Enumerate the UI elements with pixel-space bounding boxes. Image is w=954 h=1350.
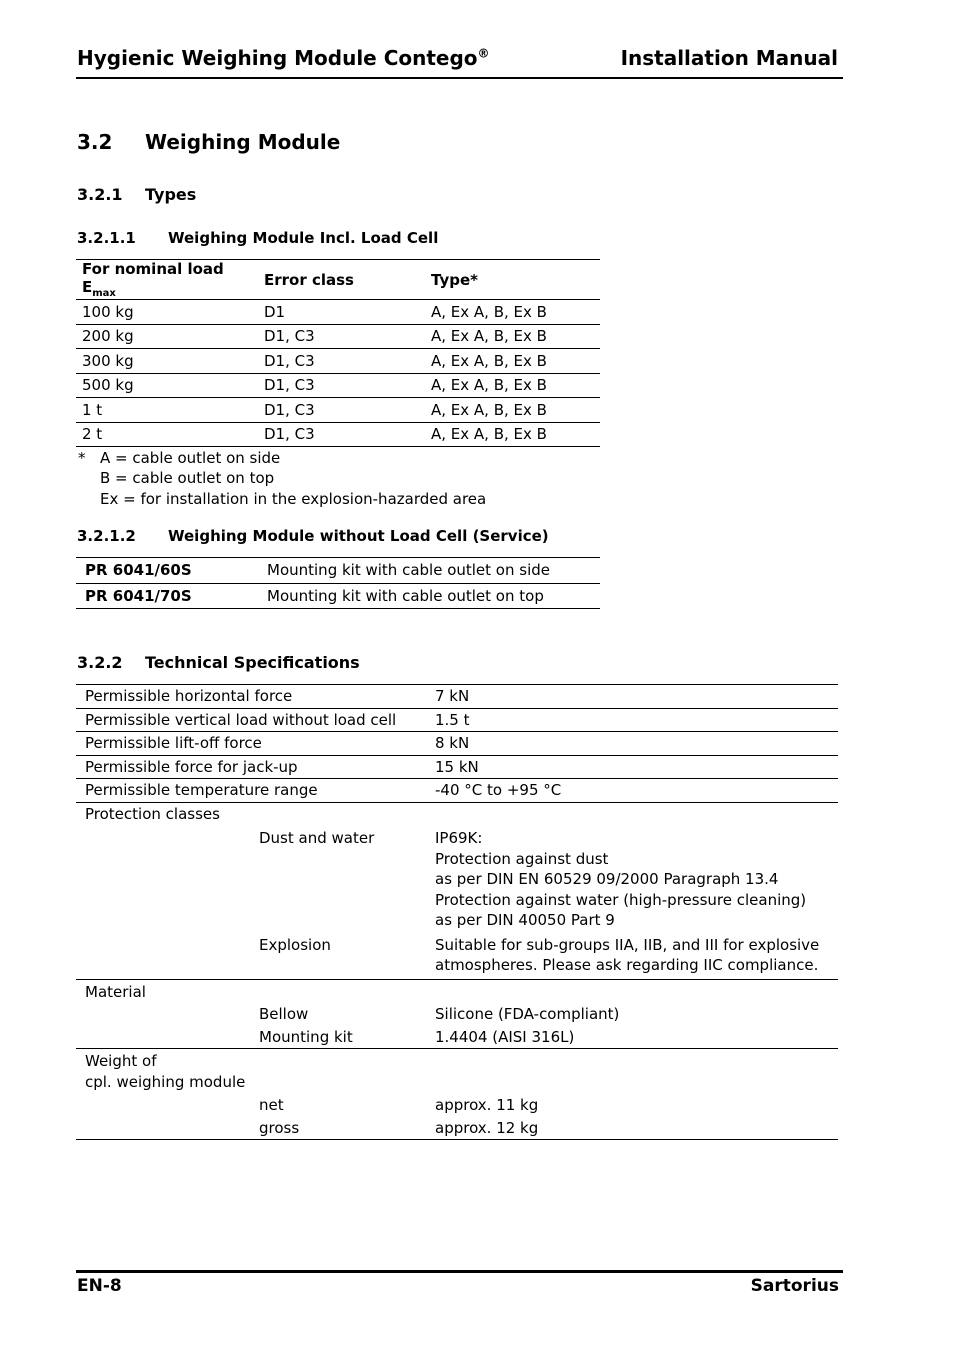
subsubsection-title: Weighing Module without Load Cell (Service) <box>168 527 549 545</box>
type-cell: A, Ex A, B, Ex B <box>425 324 600 349</box>
table-row <box>76 1003 838 1026</box>
subsection-title: Types <box>145 185 197 204</box>
type-cell: A, Ex A, B, Ex B <box>425 349 600 374</box>
table-row <box>76 708 838 732</box>
spec-sublabel: Bellow <box>259 1005 309 1023</box>
spec-value: 8 kN <box>429 732 838 756</box>
spec-sublabel: gross <box>253 1117 429 1140</box>
table-row <box>76 1026 838 1049</box>
table-row <box>76 802 838 825</box>
footer-rule <box>76 1270 843 1273</box>
article-description: Mounting kit with cable outlet on side <box>261 558 600 584</box>
spec-sublabel: Mounting kit <box>259 1027 353 1046</box>
types-table <box>76 259 600 447</box>
document-type: Installation Manual <box>620 46 838 70</box>
table-row <box>76 932 838 980</box>
table-row <box>76 583 600 609</box>
header-rule <box>76 77 843 79</box>
spec-label: Permissible force for jack-up <box>76 755 429 779</box>
specs-table <box>76 684 838 1140</box>
types-table-header <box>76 260 600 300</box>
spec-value: approx. 12 kg <box>429 1117 838 1140</box>
load-cell: 2 t <box>76 422 258 447</box>
table-row <box>76 422 600 447</box>
spec-group-label: Protection classes <box>76 802 253 825</box>
table-row <box>76 300 600 325</box>
spec-value: Silicone (FDA-compliant) <box>435 1005 620 1023</box>
spec-value: 7 kN <box>429 685 838 709</box>
spec-value: IP69K: Protection against dust as per DIN EN 60529 09/2000 Paragraph 13.4 Protection against water (high-pressure cleaning) as per DIN 40050 Part 9 <box>435 829 807 929</box>
spec-value: approx. 11 kg <box>435 1096 539 1114</box>
page-number: EN-8 <box>77 1276 122 1296</box>
registered-mark: ® <box>477 46 490 61</box>
type-cell: A, Ex A, B, Ex B <box>425 300 600 325</box>
error-cell: D1, C3 <box>258 398 425 423</box>
spec-sublabel: net <box>259 1096 284 1114</box>
table-row <box>76 398 600 423</box>
header-nominal-load: For nominal load $E_{max}$ <box>76 260 258 300</box>
table-row <box>76 779 838 803</box>
load-cell: 100 kg <box>76 300 258 325</box>
type-cell: A, Ex A, B, Ex B <box>425 422 600 447</box>
load-cell: 300 kg <box>76 349 258 374</box>
table-row <box>76 558 600 584</box>
section-number: 3.2 <box>77 130 113 154</box>
company-name: Sartorius <box>750 1276 839 1296</box>
subsubsection-number: 3.2.1.2 <box>77 527 136 545</box>
footnote-mark: * <box>78 449 86 467</box>
table-row <box>76 755 838 779</box>
table-row <box>76 732 838 756</box>
error-cell: D1 <box>258 300 425 325</box>
error-cell: D1, C3 <box>258 373 425 398</box>
table-row <box>76 979 838 1003</box>
spec-value: Suitable for sub-groups IIA, IIB, and III for explosive atmospheres. Please ask regarding IIC compliance. <box>435 935 820 974</box>
article-code: PR 6041/60S <box>76 558 261 584</box>
spec-value: 1.5 t <box>429 708 838 732</box>
footnote-line: Ex = for installation in the explosion-hazarded area <box>100 490 487 508</box>
article-code: PR 6041/70S <box>76 583 261 609</box>
table-row <box>76 1049 838 1095</box>
type-cell: A, Ex A, B, Ex B <box>425 373 600 398</box>
subsection-title: Technical Specifications <box>145 653 360 672</box>
error-cell: D1, C3 <box>258 422 425 447</box>
spec-sublabel: Dust and water <box>259 829 375 847</box>
error-cell: D1, C3 <box>258 324 425 349</box>
spec-sublabel: Explosion <box>259 935 331 954</box>
service-table <box>76 557 600 609</box>
subsection-number: 3.2.1 <box>77 185 123 204</box>
spec-value: -40 °C to +95 °C <box>429 779 838 803</box>
load-cell: 500 kg <box>76 373 258 398</box>
spec-label: Permissible horizontal force <box>76 685 429 709</box>
footnote-line: A = cable outlet on side <box>100 449 281 467</box>
table-row <box>76 349 600 374</box>
header-type: Type* <box>425 260 600 300</box>
spec-label: Permissible lift-off force <box>76 732 429 756</box>
footnote-line: B = cable outlet on top <box>100 469 275 487</box>
load-cell: 1 t <box>76 398 258 423</box>
spec-label: Permissible temperature range <box>76 779 429 803</box>
subsection-number: 3.2.2 <box>77 653 123 672</box>
article-description: Mounting kit with cable outlet on top <box>261 583 600 609</box>
subsubsection-number: 3.2.1.1 <box>77 229 136 247</box>
section-title: Weighing Module <box>145 130 341 154</box>
spec-group-label: Material <box>76 979 253 1003</box>
spec-label: Permissible vertical load without load cell <box>76 708 429 732</box>
spec-value: 15 kN <box>429 755 838 779</box>
document-title: Hygienic Weighing Module Contego® <box>77 46 490 70</box>
table-row <box>76 324 600 349</box>
header-error-class: Error class <box>258 260 425 300</box>
spec-value: 1.4404 (AISI 316L) <box>435 1027 575 1046</box>
table-row <box>76 1094 838 1117</box>
load-cell: 200 kg <box>76 324 258 349</box>
table-row <box>76 685 838 709</box>
table-row <box>76 825 838 932</box>
table-row <box>76 1117 838 1140</box>
spec-group-label: Weight of cpl. weighing module <box>76 1049 253 1095</box>
error-cell: D1, C3 <box>258 349 425 374</box>
subsubsection-title: Weighing Module Incl. Load Cell <box>168 229 439 247</box>
table-row <box>76 373 600 398</box>
type-cell: A, Ex A, B, Ex B <box>425 398 600 423</box>
